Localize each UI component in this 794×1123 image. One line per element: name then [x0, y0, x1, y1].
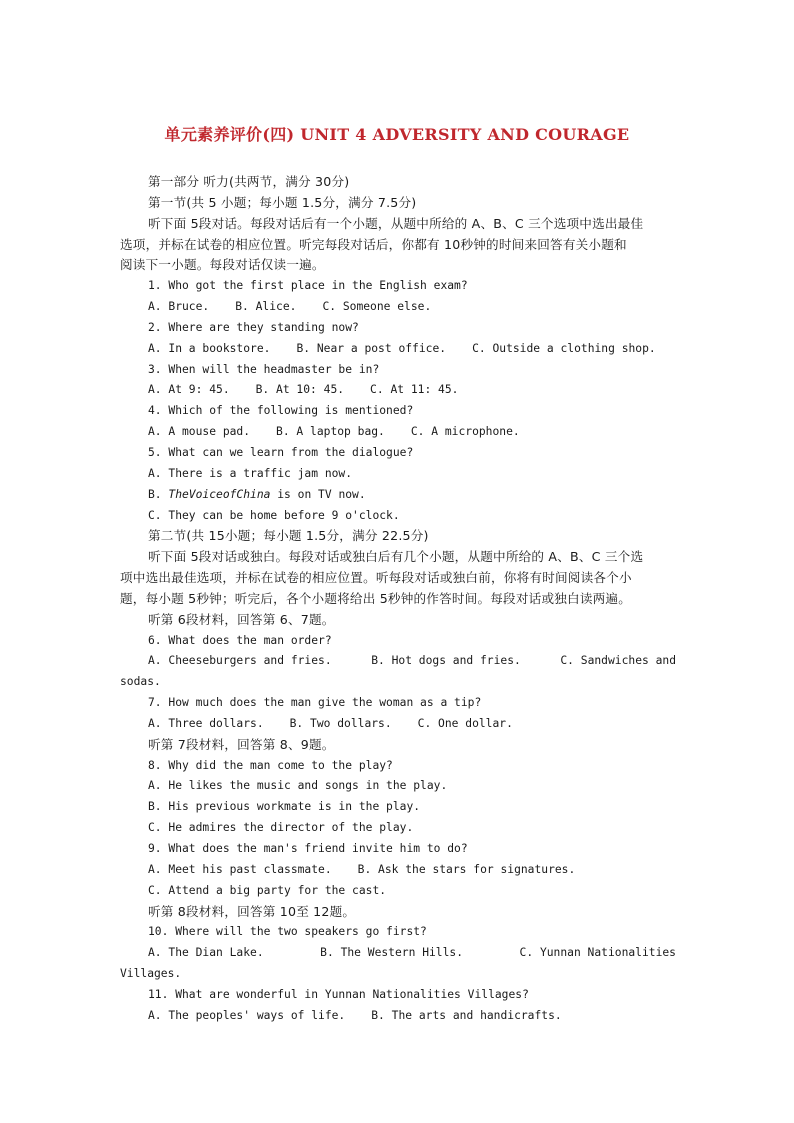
option-c: C. At 11: 45. [370, 383, 459, 397]
option-a: A. In a bookstore. [148, 341, 271, 355]
question-10: 10. Where will the two speakers go first? [148, 925, 427, 939]
option-c: C. One dollar. [417, 716, 513, 730]
option-c: C. Someone else. [322, 300, 432, 314]
option-c: C. Outside a clothing shop. [472, 341, 656, 355]
section1-instructions: 选项，并标在试卷的相应位置。听完每段对话后，你都有 10秒钟的时间来回答有关小题和 [120, 236, 627, 252]
question-3-options [120, 380, 676, 401]
option-a: A. Three dollars. [148, 716, 264, 730]
page-title: 单元素养评价(四) UNIT 4 ADVERSITY AND COURAGE [164, 125, 630, 144]
option-a: A. Bruce. [148, 300, 210, 314]
option-a: A. Cheeseburgers and fries. [148, 654, 332, 668]
section2-instructions: 题，每小题 5秒钟；听完后，各个小题将给出 5秒钟的作答时间。每段对话或独白读两遍。 [120, 590, 631, 606]
question-7-options [120, 714, 676, 735]
option-b: B. Ask the stars for signatures. [357, 862, 576, 876]
section2-instructions: 项中选出最佳选项，并标在试卷的相应位置。听每段对话或独白前，你将有时间阅读各个小 [120, 570, 632, 586]
option-b: B. Near a post office. [296, 341, 447, 355]
question-2-options [120, 339, 676, 360]
option-a: A. Meet his past classmate. [148, 862, 332, 876]
option-c: C. A microphone. [410, 425, 520, 439]
option-c: C. They can be home before 9 o'clock. [148, 508, 400, 522]
question-1-options [120, 297, 676, 318]
option-a: A. There is a traffic jam now. [148, 466, 353, 480]
option-b: B. His previous workmate is in the play. [148, 800, 421, 814]
question-9: 9. What does the man's friend invite him to do? [148, 842, 468, 855]
section2-instructions: 听下面 5段对话或独白。每段对话或独白后有几个小题，从题中所给的 A、B、C 三个选 [148, 549, 644, 565]
question-10-options [120, 943, 676, 964]
question-11: 11. What are wonderful in Yunnan Nationalities Villages? [148, 987, 529, 1001]
option-b: B. A laptop bag. [276, 425, 385, 439]
option-a: A. The Dian Lake. [148, 946, 264, 960]
option-b: B. TheVoiceofChina is on TV now. [148, 487, 366, 501]
question-5: 5. What can we learn from the dialogue? [148, 445, 414, 459]
section2-heading: 第二节(共 15小题；每小题 1.5分，满分 22.5分) [148, 528, 429, 544]
part1-heading: 第一部分 听力(共两节，满分 30分) [148, 174, 350, 189]
material-6-note: 听第 6段材料，回答第 6、7题。 [148, 611, 335, 627]
question-8: 8. Why did the man come to the play? [148, 758, 393, 772]
option-a: A. A mouse pad. [148, 425, 251, 439]
option-a: A. The peoples' ways of life. [148, 1008, 346, 1022]
question-1: 1. Who got the first place in the English exam? [148, 279, 468, 293]
question-4-options [120, 422, 676, 443]
option-a: A. At 9: 45. [148, 383, 230, 397]
question-11-options [120, 1006, 676, 1027]
tv-show-title: TheVoiceofChina [168, 487, 271, 501]
material-7-note: 听第 7段材料，回答第 8、9题。 [148, 736, 335, 752]
question-7: 7. How much does the man give the woman as a tip? [148, 696, 482, 710]
option-b: B. The arts and handicrafts. [371, 1008, 562, 1022]
option-b: B. Two dollars. [289, 716, 392, 730]
option-c: C. Attend a big party for the cast. [148, 883, 387, 897]
question-3: 3. When will the headmaster be in? [148, 362, 380, 376]
option-a: A. He likes the music and songs in the play. [148, 779, 448, 793]
section1-instructions: 听下面 5段对话。每段对话后有一个小题，从题中所给的 A、B、C 三个选项中选出最佳 [148, 215, 644, 231]
question-9-options [120, 860, 676, 881]
option-c: C. He admires the director of the play. [148, 821, 414, 835]
option-b: B. At 10: 45. [255, 383, 345, 397]
option-b: B. The Western Hills. [320, 946, 463, 960]
question-10-wrap: Villages. [120, 967, 182, 981]
section1-instructions: 阅读下一小题。每段对话仅读一遍。 [120, 257, 325, 273]
document-body [120, 172, 676, 1027]
material-8-note: 听第 8段材料，回答第 10至 12题。 [148, 903, 356, 919]
question-4: 4. Which of the following is mentioned? [148, 404, 414, 418]
section1-heading: 第一节(共 5 小题；每小题 1.5分，满分 7.5分) [148, 194, 417, 210]
question-6-wrap: sodas. [120, 675, 161, 689]
option-c: C. Sandwiches and [560, 654, 676, 668]
question-6-options [120, 651, 676, 672]
question-6: 6. What does the man order? [148, 633, 332, 647]
option-c: C. Yunnan Nationalities [519, 946, 676, 960]
option-b: B. Alice. [235, 300, 297, 314]
question-2: 2. Where are they standing now? [148, 320, 359, 334]
option-b: B. Hot dogs and fries. [371, 654, 521, 668]
